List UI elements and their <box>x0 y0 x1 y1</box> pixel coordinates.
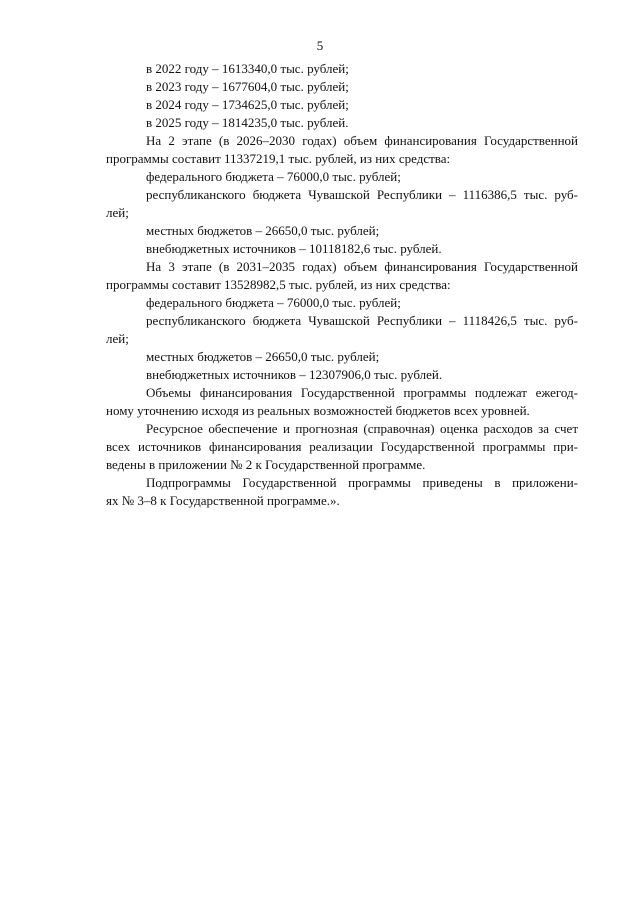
text-line: местных бюджетов – 26650,0 тыс. рублей; <box>146 349 380 364</box>
text-line: программы составит 13528982,5 тыс. рублей, из них средства: <box>106 277 451 292</box>
text-line: Ресурсное обеспечение и прогнозная (справочная) оценка расходов за счет <box>146 421 578 436</box>
text-line: в 2022 году – 1613340,0 тыс. рублей; <box>146 61 349 76</box>
text-line: внебюджетных источников – 10118182,6 тыс. рублей. <box>146 241 442 256</box>
text-line: На 2 этапе (в 2026–2030 годах) объем финансирования Государственной <box>146 133 578 148</box>
text-line: республиканского бюджета Чувашской Республики – 1116386,5 тыс. руб- <box>146 187 578 202</box>
text-line: местных бюджетов – 26650,0 тыс. рублей; <box>146 223 380 238</box>
text-line: лей; <box>106 331 129 346</box>
text-line: программы составит 11337219,1 тыс. рублей, из них средства: <box>106 151 451 166</box>
text-line: всех источников финансирования реализации Государственной программы при- <box>106 439 578 454</box>
text-line: в 2024 году – 1734625,0 тыс. рублей; <box>146 97 349 112</box>
text-line: федерального бюджета – 76000,0 тыс. рублей; <box>146 169 401 184</box>
text-line: в 2025 году – 1814235,0 тыс. рублей. <box>146 115 349 130</box>
text-line: На 3 этапе (в 2031–2035 годах) объем финансирования Государственной <box>146 259 578 274</box>
text-line: Подпрограммы Государственной программы приведены в приложени- <box>146 475 578 490</box>
text-line: Объемы финансирования Государственной программы подлежат ежегод- <box>146 385 578 400</box>
text-line: ведены в приложении № 2 к Государственной программе. <box>106 457 426 472</box>
document-body <box>106 60 578 510</box>
text-line: внебюджетных источников – 12307906,0 тыс. рублей. <box>146 367 443 382</box>
text-line: в 2023 году – 1677604,0 тыс. рублей; <box>146 79 349 94</box>
text-line: федерального бюджета – 76000,0 тыс. рублей; <box>146 295 401 310</box>
text-line: ях № 3–8 к Государственной программе.». <box>106 493 340 508</box>
text-line: лей; <box>106 205 129 220</box>
text-line: ному уточнению исходя из реальных возможностей бюджетов всех уровней. <box>106 403 530 418</box>
text-line: республиканского бюджета Чувашской Республики – 1118426,5 тыс. руб- <box>146 313 578 328</box>
page-number: 5 <box>316 38 324 53</box>
